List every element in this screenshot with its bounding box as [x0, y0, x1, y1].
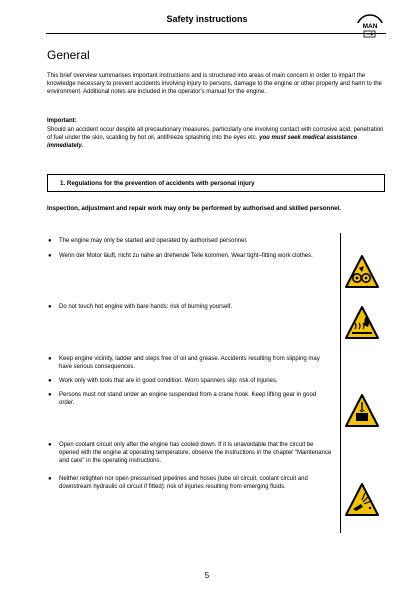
important-text: Should an accident occur despite all precautionary measures, particularly one involving contact with corrosive acid, penetration of fuel under the skin, scalding by hot oil, antifreeze splashing into the eyes etc.	[47, 127, 384, 141]
rotating-parts-warning-icon	[344, 254, 380, 290]
bullet-icon: ●	[48, 356, 52, 362]
list-item-text: The engine may only be started and operated by authorised personnel.	[59, 238, 248, 244]
page-heading: General	[47, 48, 90, 62]
list-item	[48, 441, 333, 465]
list-item	[48, 252, 333, 260]
bullet-icon: ●	[48, 442, 52, 448]
hot-surface-warning-icon	[344, 305, 380, 341]
man-logo-icon	[355, 14, 385, 38]
page-header-title: Safety instructions	[166, 14, 248, 24]
list-item	[48, 355, 333, 371]
list-item	[48, 237, 333, 245]
list-item-text: Open coolant circuit only after the engine has cooled down. If it is unavoidable that the circuit be opened with the engine at operating temperature, observe the instructions in the chapter "Maintenance and care" in the operating instructions.	[59, 442, 332, 464]
bullet-icon: ●	[48, 238, 52, 244]
section-title: 1. Regulations for the prevention of accidents with personal injury	[60, 180, 255, 187]
list-item	[48, 391, 333, 407]
bullet-icon: ●	[48, 253, 52, 259]
list-item-text: Persons must not stand under an engine suspended from a crane hook. Keep lifting gear in good order.	[59, 392, 317, 406]
list-item	[48, 377, 333, 385]
list-item-text: Wenn der Motor läuft, nicht zu nahe an drehende Teile kommen. Wear tight–fitting work clothes.	[59, 253, 313, 259]
section-heading-box	[47, 174, 385, 192]
bullet-icon: ●	[48, 476, 52, 482]
bullet-icon: ●	[48, 304, 52, 310]
icon-column-divider	[340, 233, 341, 533]
page-number: 5	[204, 571, 210, 580]
pressurised-fluid-warning-icon	[344, 482, 380, 518]
list-item	[48, 303, 333, 311]
intro-paragraph: This brief overview summarises important instructions and is structured into areas of main concern in order to impart the knowledge necessary to prevent accidents involving injury to persons, damage to the engine or other property and harm to the environment. Additional notes are included in the operator's manual for the engine.	[47, 73, 382, 95]
list-item-text: Neither retighten nor open pressurised pipelines and hoses (lube oil circuit, coolant circuit and downstream hydraulic oil circuit if fitted): risk of injuries resulting from emerging fluids.	[59, 476, 308, 490]
lead-paragraph: Inspection, adjustment and repair work may only be performed by authorised and skilled personnel.	[47, 205, 341, 212]
bullet-icon: ●	[48, 392, 52, 398]
list-item-text: Work only with tools that are in good condition. Worn spanners slip: risk of injuries.	[59, 378, 278, 384]
important-label: Important:	[47, 118, 77, 124]
list-item	[48, 475, 333, 491]
important-emphasis: you must seek medical assistance immediately.	[47, 135, 358, 149]
important-paragraph	[47, 126, 387, 150]
list-item-text: Do not touch hot engine with bare hands: risk of burning yourself.	[59, 304, 233, 310]
list-item-text: Keep engine vicinity, ladder and steps free of oil and grease. Accidents resulting from slipping may have serious consequences.	[59, 356, 320, 370]
svg-text:MAN: MAN	[362, 23, 378, 30]
suspended-load-warning-icon	[344, 393, 380, 429]
bullet-icon: ●	[48, 378, 52, 384]
header-divider	[46, 33, 386, 34]
